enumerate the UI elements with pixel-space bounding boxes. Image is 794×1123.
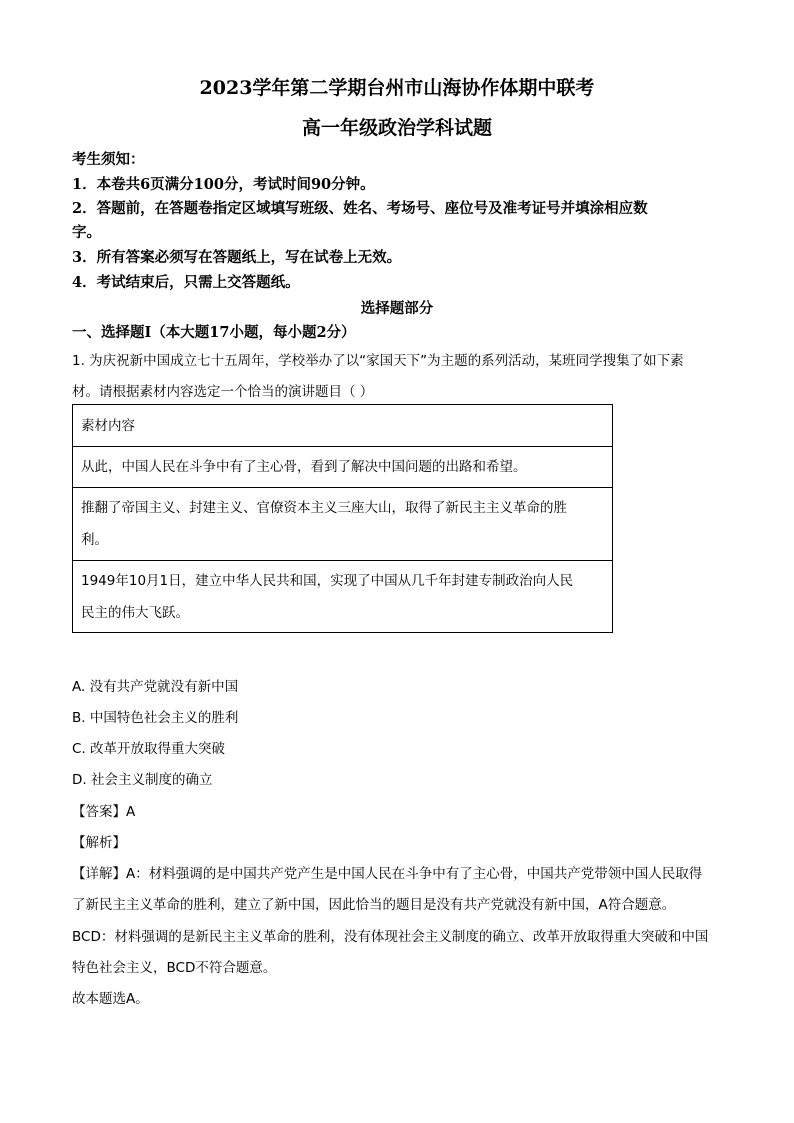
answer-label: 【答案】A	[72, 804, 136, 820]
section-title: 一、选择题Ⅰ（本大题17小题，每小题2分）	[72, 324, 356, 341]
material-table	[72, 404, 613, 633]
notice-item-2: 2．答题前，在答题卷指定区域填写班级、姓名、考场号、座位号及准考证号并填涂相应数	[72, 200, 648, 217]
detail-line-2: 了新民主主义革命的胜利，建立了新中国，因此恰当的题目是没有共产党就没有新中国，A符合题意。	[72, 897, 676, 913]
exam-subtitle: 高一年级政治学科试题	[301, 117, 492, 139]
notice-item-4: 4．考试结束后，只需上交答题纸。	[72, 274, 300, 291]
analysis-label: 【解析】	[72, 835, 126, 851]
question-stem-line-1: 1. 为庆祝新中国成立七十五周年，学校举办了以“家国天下”为主题的系列活动，某班同学搜集了如下素	[72, 353, 684, 369]
option-c: C. 改革开放取得重大突破	[72, 741, 226, 757]
part-title: 选择题部分	[360, 300, 434, 317]
notice-item-1: 1．本卷共6页满分100分，考试时间90分钟。	[72, 176, 375, 193]
option-d: D. 社会主义制度的确立	[72, 772, 213, 788]
detail-line-3: BCD：材料强调的是新民主主义革命的胜利，没有体现社会主义制度的确立、改革开放取得重大突破和中国	[72, 929, 709, 945]
notice-heading: 考生须知：	[72, 151, 145, 168]
table-row	[73, 561, 613, 633]
table-row	[73, 447, 613, 488]
option-a: A. 没有共产党就没有新中国	[72, 679, 239, 695]
table-cell: 从此，中国人民在斗争中有了主心骨，看到了解决中国问题的出路和希望。	[73, 447, 613, 488]
exam-title: 2023学年第二学期台州市山海协作体期中联考	[199, 77, 595, 99]
table-cell: 1949年10月1日，建立中华人民共和国，实现了中国从几千年封建专制政治向人民 民主的伟大飞跃。	[73, 561, 613, 633]
notice-item-2-cont: 字。	[72, 224, 101, 241]
detail-line-4: 特色社会主义，BCD不符合题意。	[72, 960, 277, 976]
option-b: B. 中国特色社会主义的胜利	[72, 710, 239, 726]
table-row	[73, 488, 613, 561]
detail-line-1: 【详解】A：材料强调的是中国共产党产生是中国人民在斗争中有了主心骨，中国共产党带领中国人民取得	[72, 866, 703, 882]
table-header-cell: 素材内容	[73, 405, 613, 447]
table-cell: 推翻了帝国主义、封建主义、官僚资本主义三座大山，取得了新民主主义革命的胜 利。	[73, 488, 613, 561]
question-stem-line-2: 材。请根据素材内容选定一个恰当的演讲题目（ ）	[72, 384, 374, 400]
detail-line-5: 故本题选A。	[72, 991, 149, 1007]
notice-item-3: 3．所有答案必须写在答题纸上，写在试卷上无效。	[72, 249, 402, 266]
table-header-row	[73, 405, 613, 447]
